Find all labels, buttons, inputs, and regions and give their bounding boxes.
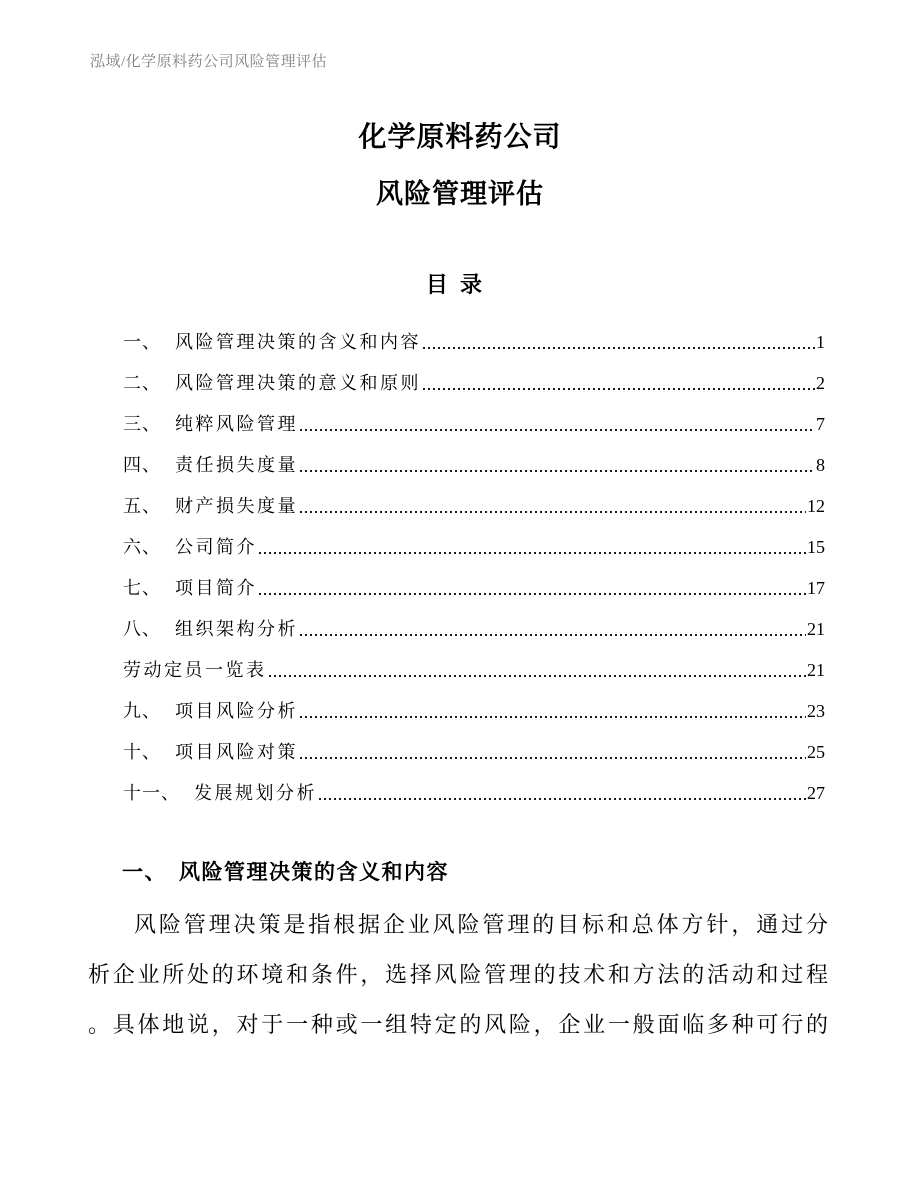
toc-dotted-leader <box>319 798 806 800</box>
toc-dotted-leader <box>423 388 815 390</box>
toc-entry-number: 八、 <box>123 619 161 639</box>
toc-entry-title: 风险管理决策的意义和原则 <box>175 373 421 393</box>
watermark-header: 泓域/化学原料药公司风险管理评估 <box>90 54 328 70</box>
toc-entry[interactable] <box>123 404 825 445</box>
toc-entry-page: 7 <box>816 414 825 434</box>
body-paragraph <box>88 900 830 1050</box>
toc-entry-title: 劳动定员一览表 <box>123 660 267 680</box>
toc-entry-title: 纯粹风险管理 <box>175 414 298 434</box>
toc-entry-number: 十一、 <box>123 783 180 803</box>
toc-dotted-leader <box>300 634 806 636</box>
toc-entry[interactable] <box>123 773 825 814</box>
toc-entry-page: 1 <box>816 332 825 352</box>
toc-dotted-leader <box>259 552 806 554</box>
toc-entry-title: 公司简介 <box>175 537 257 557</box>
toc-entry-number: 五、 <box>123 496 161 516</box>
toc-entry[interactable] <box>123 322 825 363</box>
toc-entry-number: 九、 <box>123 701 161 721</box>
toc-entry[interactable] <box>123 445 825 486</box>
toc-entry-title: 财产损失度量 <box>175 496 298 516</box>
toc-entry-title: 项目风险分析 <box>175 701 298 721</box>
toc-entry-page: 25 <box>807 742 825 762</box>
toc-dotted-leader <box>300 429 815 431</box>
toc-entry[interactable] <box>123 568 825 609</box>
toc-entry-page: 17 <box>807 578 825 598</box>
toc-entry-title: 风险管理决策的含义和内容 <box>175 332 421 352</box>
toc-entry-page: 21 <box>807 619 825 639</box>
toc-entry[interactable] <box>123 363 825 404</box>
toc-entry[interactable] <box>123 732 825 773</box>
toc-dotted-leader <box>423 347 815 349</box>
toc-entry[interactable] <box>123 527 825 568</box>
toc-entry[interactable] <box>123 609 825 650</box>
section-title: 风险管理决策的含义和内容 <box>179 861 449 884</box>
toc-heading: 目录 <box>425 272 495 297</box>
toc-dotted-leader <box>300 470 815 472</box>
body-line: 风险管理决策是指根据企业风险管理的目标和总体方针，通过分 <box>134 912 830 937</box>
doc-title: 化学原料药公司 <box>358 121 562 152</box>
toc-dotted-leader <box>300 511 806 513</box>
toc-entry-page: 21 <box>807 660 825 680</box>
toc-entry-number: 七、 <box>123 578 161 598</box>
body-line: 析企业所处的环境和条件，选择风险管理的技术和方法的活动和过程 <box>88 962 830 987</box>
section-number: 一、 <box>122 861 167 884</box>
toc-entry-page: 23 <box>807 701 825 721</box>
toc-entry-page: 15 <box>807 537 825 557</box>
toc-entry-number: 三、 <box>123 414 161 434</box>
toc-entry-page: 8 <box>816 455 825 475</box>
toc-entry-title: 责任损失度量 <box>175 455 298 475</box>
toc-entry[interactable] <box>123 691 825 732</box>
toc-entry-title: 组织架构分析 <box>175 619 298 639</box>
section-heading <box>122 862 449 883</box>
toc-entry-title: 发展规划分析 <box>194 783 317 803</box>
toc-entry-title: 项目风险对策 <box>175 742 298 762</box>
toc-entry-number: 二、 <box>123 373 161 393</box>
toc-dotted-leader <box>300 716 806 718</box>
toc-entry-number: 十、 <box>123 742 161 762</box>
toc-entry-page: 2 <box>816 373 825 393</box>
doc-subtitle: 风险管理评估 <box>376 179 544 209</box>
toc-dotted-leader <box>269 675 807 677</box>
toc-entry-page: 27 <box>807 783 825 803</box>
toc-entry-number: 一、 <box>123 332 161 352</box>
body-line: 。具体地说，对于一种或一组特定的风险，企业一般面临多种可行的 <box>88 1012 830 1037</box>
toc-dotted-leader <box>259 593 806 595</box>
toc-entry[interactable] <box>123 650 825 691</box>
toc-list <box>123 322 825 814</box>
toc-entry-number: 四、 <box>123 455 161 475</box>
toc-entry-title: 项目简介 <box>175 578 257 598</box>
toc-entry[interactable] <box>123 486 825 527</box>
toc-entry-number: 六、 <box>123 537 161 557</box>
toc-dotted-leader <box>300 757 806 759</box>
toc-entry-page: 12 <box>807 496 825 516</box>
